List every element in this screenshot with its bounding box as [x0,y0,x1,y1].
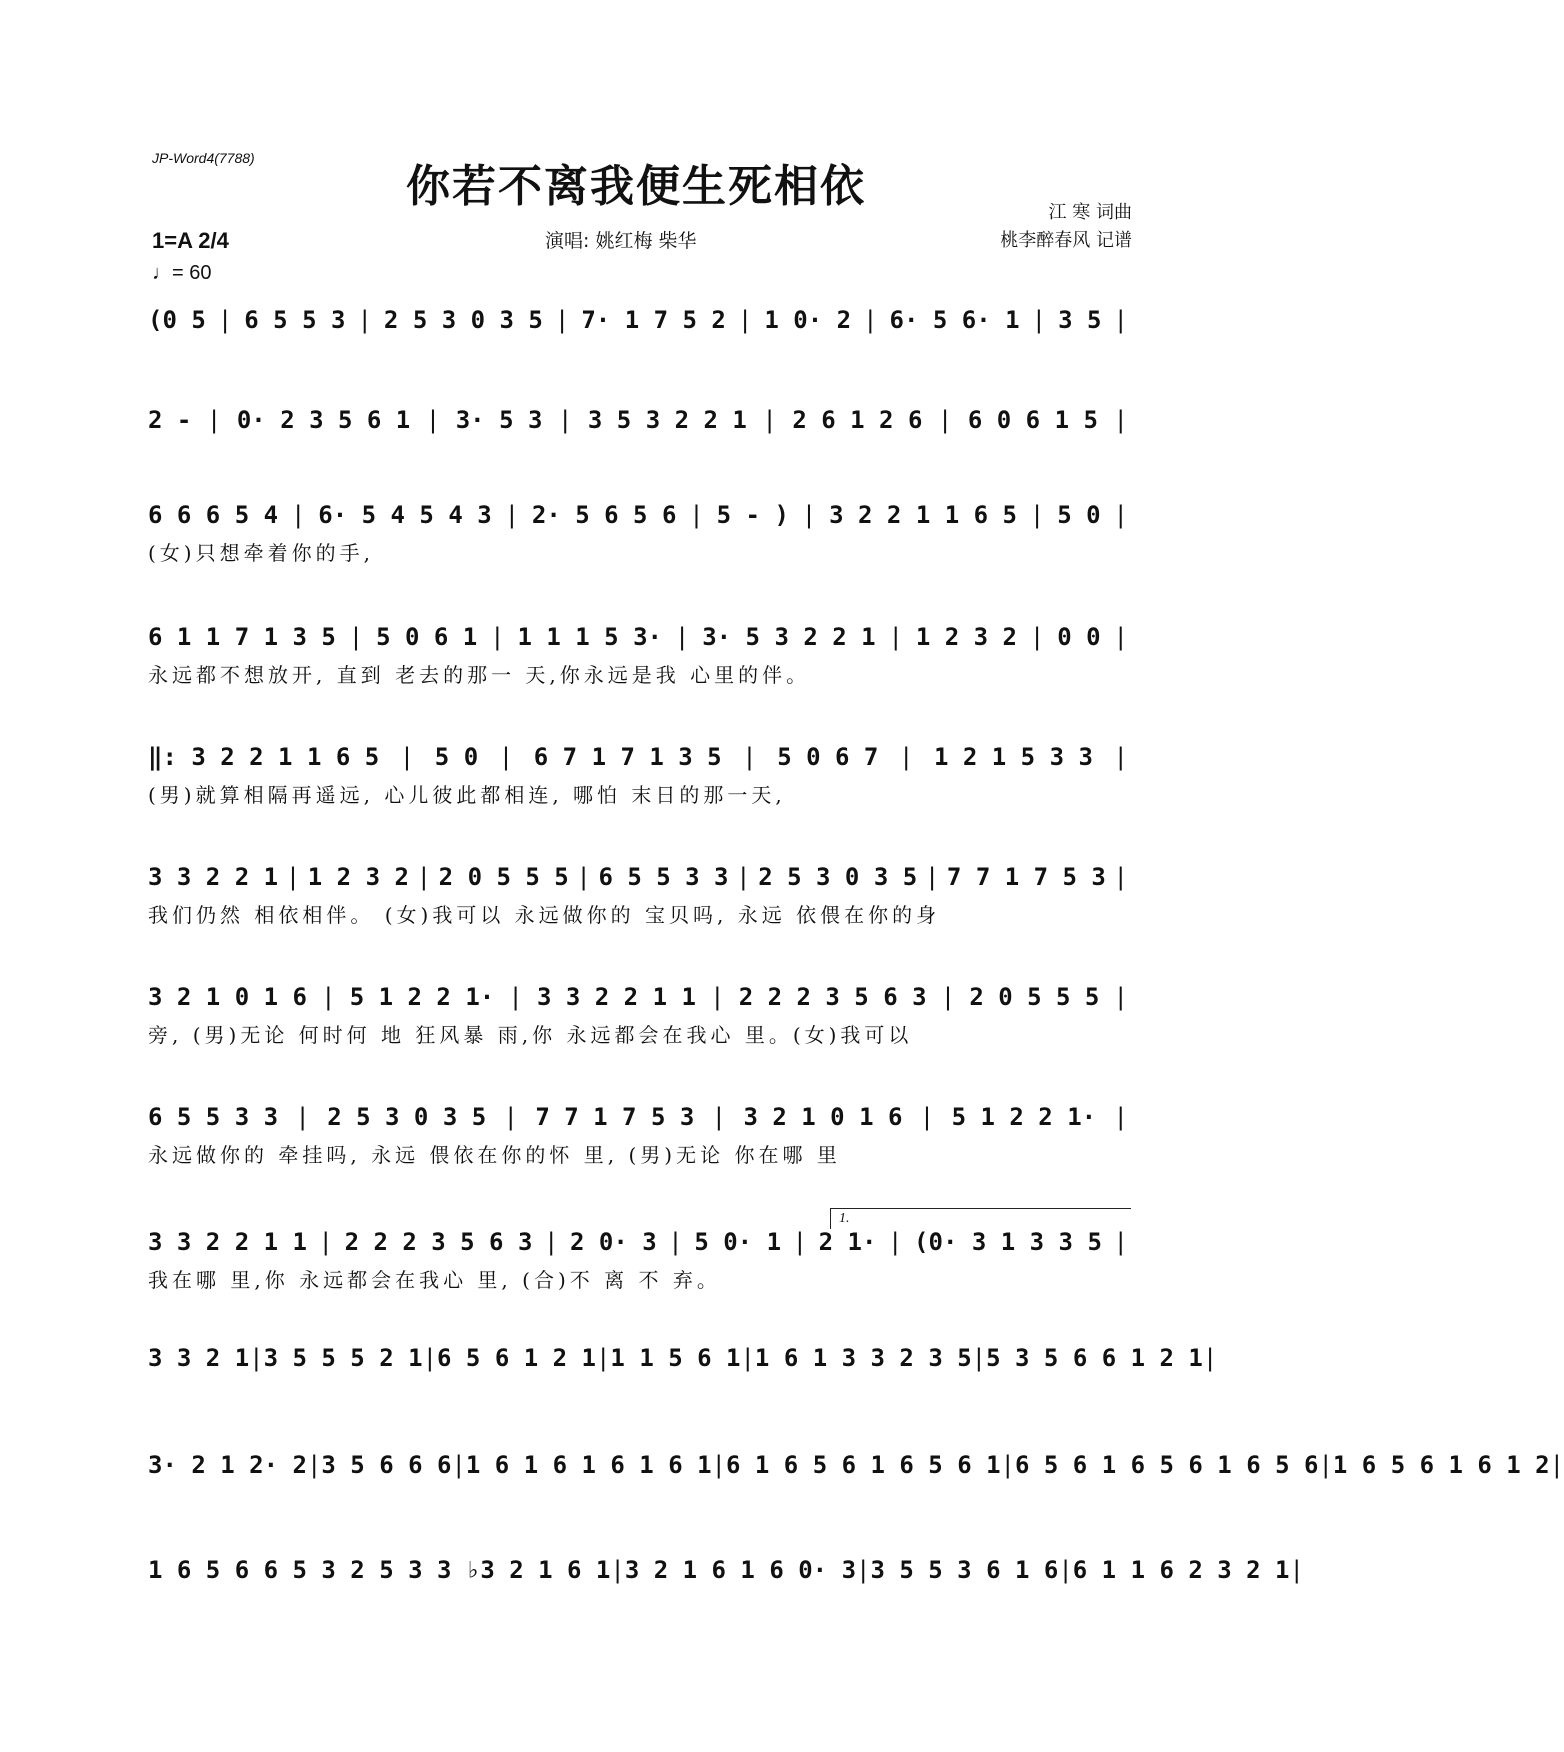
measure: 2 0· 3 [570,1228,657,1256]
barline: | [1000,1451,1015,1479]
measure: 3 3 2 2 1 1 [148,1228,307,1256]
barline: | [711,1103,727,1131]
barline: | [1549,1451,1564,1479]
measure: 2 - [148,406,192,434]
lyric-line: 我们仍然 相依相伴。 (女)我可以 永远做你的 宝贝吗, 永远 依偎在你的身 [148,903,941,927]
barline: | [249,1344,264,1372]
measure: 2 6 1 2 6 [792,406,923,434]
barline: | [206,406,222,434]
barline: | [1318,1451,1333,1479]
measure: 3 3 2 1 [148,1344,250,1372]
barline: | [557,406,573,434]
barline: | [321,983,336,1011]
lyric-line: 我在哪 里,你 永远都会在我心 里, (合)不 离 不 弃。 [148,1268,721,1292]
measure: 3· 2 1 2· 2 [148,1451,307,1479]
score-system [148,1222,1128,1293]
measure: 6 1 6 5 6 1 6 5 6 1 [726,1451,1001,1479]
barline: | [801,501,817,529]
measure: 2· 5 6 5 6 [531,501,677,529]
tempo-marking: ♩= 60 [152,262,212,284]
measure: 6· 5 4 5 4 3 [318,501,492,529]
score-system [148,617,1128,688]
barline: | [348,623,364,651]
barline: | [1058,1556,1073,1584]
barline: | [554,306,570,334]
note-row [148,857,1128,891]
measure: 3· 5 3 [455,406,543,434]
barline: | [295,1103,310,1131]
measure: 2 5 3 0 3 5 [327,1103,487,1131]
ending-label: 1. [839,1211,850,1226]
measure: 3 5 5 5 2 1 [263,1344,423,1372]
barline: | [425,406,441,434]
song-title: 你若不离我便生死相依 [406,161,866,212]
note-row [148,1338,1218,1372]
barline: | [971,1344,987,1372]
barline: | [1113,406,1128,434]
transcriber: 桃李醉春风 记谱 [1000,230,1132,251]
measure: 5 3 5 6 6 1 2 1 [986,1344,1203,1372]
measure: 1 6 1 6 1 6 1 6 1 [465,1451,712,1479]
lyricist-composer: 江 寒 词曲 [1048,202,1132,223]
barline: | [1029,501,1045,529]
measure: 2 2 2 3 5 6 3 [344,1228,533,1256]
measure: 1 6 5 6 6 5 3 2 5 3 3 ♭3 2 1 6 1 [148,1556,611,1584]
measure: 3 2 1 0 1 6 [743,1103,903,1131]
measure: 5 0 6 1 [376,623,478,651]
measure: 6· 5 6· 1 [889,306,1020,334]
measure: 1 0· 2 [764,306,852,334]
measure: 3 5 [1058,306,1102,334]
measure: 2 0 5 5 5 [438,863,569,891]
measure: 5 0 6 7 [777,743,879,771]
lyric-line: 永远做你的 牵挂吗, 永远 偎依在你的怀 里, (男)无论 你在哪 里 [148,1143,841,1167]
measure: 3 2 2 1 1 6 5 [829,501,1017,529]
measure: 1 2 3 2 [915,623,1017,651]
barline: | [399,743,415,771]
score-system [148,300,1128,334]
measure: 2 5 3 0 3 5 [383,306,543,334]
measure: (0 5 [148,306,206,334]
note-row [148,617,1128,651]
measure: 3 2 1 0 1 6 [148,983,307,1011]
first-ending-bracket [830,1208,1131,1229]
measure: 5 - ) [716,501,789,529]
measure: 2 1· [818,1228,877,1256]
barline: | [740,1344,755,1372]
barline: | [576,863,591,891]
barline: | [940,983,956,1011]
barline: | [285,863,301,891]
barline: | [1113,1103,1128,1131]
lyric-line: 永远都不想放开, 直到 老去的那一 天,你永远是我 心里的伴。 [148,663,811,687]
measure: 1 6 5 6 1 6 1 2 [1332,1451,1550,1479]
measure: 7 7 1 7 5 3 [946,863,1106,891]
barline: | [504,501,520,529]
barline: | [710,983,725,1011]
note-row [148,1097,1128,1131]
barline: | [919,1103,935,1131]
measure: 6 5 5 3 3 [148,1103,279,1131]
note-row [148,300,1128,334]
note-row [148,495,1128,529]
barline: | [503,1103,518,1131]
barline: | [888,1228,903,1256]
barline: | [863,306,878,334]
measure: 6 5 6 1 2 1 [437,1344,596,1372]
barline: | [1113,983,1128,1011]
note-row [148,400,1128,434]
barline: | [674,623,690,651]
score-system [148,737,1128,808]
barline: | [357,306,372,334]
barline: | [737,306,753,334]
score-system [148,857,1128,928]
lyric-line: (女)只想牵着你的手, [148,541,374,565]
measure: 1 1 1 5 3· [517,623,662,651]
measure: 0· 2 3 5 6 1 [236,406,411,434]
barline: | [689,501,704,529]
measure: 5 0· 1 [694,1228,782,1256]
note-row [148,1550,1304,1584]
lyric-line: 旁, (男)无论 何时何 地 狂风暴 雨,你 永远都会在我心 里。(女)我可以 [148,1023,913,1047]
measure: 0 0 [1057,623,1101,651]
measure: 2 0 5 5 5 [969,983,1100,1011]
barline: | [1031,306,1047,334]
barline: | [451,1451,466,1479]
barline: | [1113,863,1128,891]
measure: 1 6 1 3 3 2 3 5 [754,1344,972,1372]
measure: 6 5 6 1 6 5 6 1 6 5 6 [1015,1451,1319,1479]
measure: 3 5 3 2 2 1 [587,406,747,434]
barline: | [318,1228,333,1256]
barline: | [416,863,432,891]
measure: 2 5 3 0 3 5 [758,863,918,891]
barline: | [888,623,903,651]
score-system [148,400,1128,434]
measure: 7 7 1 7 5 3 [535,1103,695,1131]
barline: | [610,1556,625,1584]
barline: | [711,1451,726,1479]
measure: 3 2 1 6 1 6 0· 3 [624,1556,857,1584]
barline: | [924,863,940,891]
score-system [148,1097,1128,1168]
score-system [148,1445,1564,1479]
measure: 1 2 3 2 [307,863,409,891]
barline: | [217,306,233,334]
measure: 6 6 6 5 4 [148,501,279,529]
measure: 6 5 5 3 3 [598,863,729,891]
barline: | [736,863,751,891]
measure: 3 3 2 2 1 [148,863,279,891]
measure: (0· 3 1 3 3 5 [914,1228,1102,1256]
barline: | [422,1344,438,1372]
barline: | [668,1228,683,1256]
barline: | [508,983,523,1011]
barline: | [490,623,505,651]
note-row [148,1445,1564,1479]
barline: | [1029,623,1045,651]
barline: | [1202,1344,1218,1372]
measure: 5 1 2 2 1· [951,1103,1097,1131]
score-system [148,1550,1304,1584]
measure: 6 0 6 1 5 [967,406,1098,434]
barline: | [290,501,306,529]
measure: 1 1 5 6 1 [610,1344,741,1372]
measure: 1 2 1 5 3 3 [933,743,1093,771]
barline: | [595,1344,611,1372]
barline: | [742,743,757,771]
measure: 5 1 2 2 1· [349,983,495,1011]
score-system [148,1338,1218,1372]
barline: | [1289,1556,1304,1584]
measure: 3 5 5 3 6 1 6 [870,1556,1059,1584]
barline: | [498,743,514,771]
barline: | [1113,306,1128,334]
barline: | [543,1228,559,1256]
key-signature: 1=A 2/4 [152,228,229,253]
measure: 6 7 1 7 1 3 5 [533,743,722,771]
measure: 6 1 1 6 2 3 2 1 [1072,1556,1290,1584]
barline: | [1113,623,1128,651]
measure: 6 1 1 7 1 3 5 [148,623,336,651]
measure: 7· 1 7 5 2 [581,306,726,334]
barline: | [762,406,777,434]
score-system [148,977,1128,1048]
note-row [148,737,1128,771]
measure: 3 3 2 2 1 1 [536,983,696,1011]
measure: 3 5 6 6 6 [321,1451,452,1479]
barline: | [937,406,953,434]
barline: | [1113,1228,1128,1256]
measure: 5 0 [1057,501,1101,529]
barline: | [1113,501,1128,529]
measure: 5 0 [434,743,479,771]
measure: ‖: 3 2 2 1 1 6 5 [148,743,380,771]
lyric-line: (男)就算相隔再遥远, 心儿彼此都相连, 哪怕 末日的那一天, [148,783,786,807]
measure: 6 5 5 3 [244,306,346,334]
measure: 3· 5 3 2 2 1 [702,623,876,651]
measure: 2 2 2 3 5 6 3 [738,983,927,1011]
barline: | [856,1556,871,1584]
score-system [148,495,1128,566]
barline: | [306,1451,322,1479]
software-label: JP-Word4(7788) [152,150,255,166]
barline: | [1113,743,1128,771]
note-row [148,977,1128,1011]
singers: 演唱: 姚红梅 柴华 [545,230,697,252]
barline: | [792,1228,808,1256]
barline: | [898,743,914,771]
